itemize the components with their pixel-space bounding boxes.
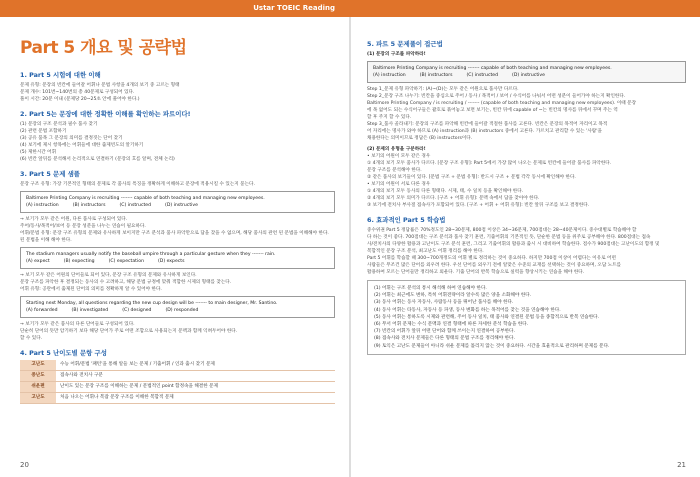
text-line: 사/전치사의 다양한 활용과 고난이도 구조 분석 훈련, 그리고 기출어휘의 활용과 출시 시 대비하여 학습한다. 점수가 900점대는 고난이도의 함정 및 [367,242,660,247]
question-sentence: Baltimore Printing Company is recruiting ------- capable of both teaching and managing new employees. [26,196,265,201]
option: (D) instructive [165,203,198,208]
option: (A) forwarded [26,308,58,313]
text-line: Part 5 어휘를 학습할 때 300~700개정도의 어휘 별로 정리하는 것이 중요하다. 하지만 700점 이상이 어렵다는 이유로 어떤 [367,256,616,261]
step-line: Step 2_문장 구조 나누기: 빈칸을 중심으로 주어 / 동사 / 목적어 / 보어 / 수식어를 나눠서 어떤 성분이 들어가야 하는지 확인한다. [367,94,626,99]
type-line: ① 4개의 보기 모두 동사의 다른 형태다. 시제, 태, 수 일치 등을 확인해야 한다. [367,189,524,194]
type-line: ② 같은 품사의 보기들이 있다. [문법 구조 + 문법 유형]: 반드시 구조 + 문법 각각 동시에 확인해야 한다. [367,175,576,180]
step-line: 어 자리에는 명사가 와야 하므로 (A) instruction과 (B) instructors 중에서 고른다. 가르치고 관리할 수 있는 '사람'을 [367,129,602,134]
question-options [26,307,329,314]
option: (C) expectation [108,259,144,264]
table-key: 고난도 [20,360,56,371]
option: (C) instructed [466,73,499,78]
table-row [20,360,335,371]
list-item: (5) 제한시간 어휘 [20,150,57,155]
note-line: → 보기가 모두 같은 품사의 다른 단어들로 구성되어 있다. [20,322,135,327]
table-value: 난이도 있는 문장 구조를 이해하는 문제 / 문법적인 point 함정속을 해결한 문제 [56,382,335,393]
tip-item: (1) 어휘는 구조 분석의 통시 해석해 하여 연습해야 한다. [374,286,487,291]
table-row [20,382,335,393]
tip-item: (6) 무서 어휘 문제는 수식 문맥과 연결 형태에 따른 자세한 분석 학습을 한다. [374,322,529,328]
option: (D) expects [157,259,185,264]
page-number: 20 [20,461,29,469]
page-number: 21 [677,461,686,469]
list-item: (4) 보기에 제시 항목에는 어휘들에 대한 출제빈도의 알기하기 [20,143,144,148]
question-options [26,202,329,209]
question-sentence: Starting next Monday, all questions regarding the new cup design will be ------- to main designer, Mr. Santino. [26,301,278,306]
type-line: ③ 보기에 전치사 부사절 접속사가 포함되어 있다. [구조 + 어휘 + 어휘 유형]: 빈칸 앞뒤 구조를 보고 결정한다. [367,203,590,208]
text-line: 어휘/문법 유형: 문장 구조 유형의 문제와 유사하게 보이지만 구조 분석과 품사 파악만으로 답을 찾을 수 없으며, 해당 품사의 관련 된 문법을 이해해야 한다. [20,231,329,236]
list-item: (1) 문장의 구조 분석과 필수 품사 찾기 [20,122,98,127]
option: (A) instruction [26,203,59,208]
question-options [373,72,680,79]
type-line: ① 4개의 보기 모두 품사가 다르다. [문장 구조 유형]: Part 5에서 가장 많이 나오는 문제로 빈칸에 들어갈 품사를 파악한다. [367,161,612,166]
table-value: 수능 어휘/문법 '패턴'을 통해 알들 보는 문제 / 기출어휘 / 인과 출시 찾기 문제 [56,360,335,371]
option: (B) instructors [419,73,453,78]
option: (A) instruction [373,73,406,78]
option: (C) designed [122,308,152,313]
subheading: (1) 문장의 구조를 파악하라! [367,52,426,57]
table-key: 중난도 [20,371,56,382]
option: (B) instructors [72,203,106,208]
left-page [0,17,349,477]
question-sentence: The stadium managers usually notify the baseball umpire through a particular gesture when they ------- rain. [26,252,276,257]
option: (C) instructed [119,203,152,208]
text-line: 복합적인 문장 구조 분석, 최고난도 어휘 정리를 해야 한다. [367,249,484,254]
tip-item: (3) 동사 어휘는 동사 자동사, 사람동사 등을 뛰어난 품사를 해야 한다. [374,300,514,306]
question-box [20,296,335,318]
option: (B) investigated [71,308,109,313]
tip-item: (8) 접속사와 전치사 문제들은 다른 형태의 문법 구조를 정리해야 한다. [374,336,515,342]
section-title: 6. 효과적인 Part 5 학습법 [367,216,446,224]
option: (D) responded [165,308,199,313]
step-line: 에 목 없어도 되는 수식어구들은 괄호로 묶어놓고 보면 보기는, 빈칸 뒤에 capable of ~는 빈칸의 명사를 뒤에서 꾸며 주는 역 [367,108,618,113]
step-line: Step 3_품사 골라내기: 문장의 구조를 파악해 빈칸에 들어갈 적절한 품사를 고른다. 빈칸은 문장의 목적어 자리이고 목적 [367,122,608,127]
table-value: 처음 나오는 어휘나 복잡 문장 구조를 이해한 복합적 문제 [56,393,335,404]
question-box [20,191,335,213]
table-key: 쉬운편 [20,382,56,393]
question-sentence: Baltimore Printing Company is recruiting ------- capable of both teaching and managing new employees. [373,66,612,71]
tip-item: (2) 어휘는 최근에도 변하, 특히 어휘전략이라 알수록 많은 양을 소화해야 한다. [374,293,532,299]
header-bar [0,0,700,17]
text-line: 다 하는 것이 좋다. 700점대는 구조 분석과 품사 찾기 훈련, 기출어휘의 기본적인 뜻, 단순한 문법 등을 위주로 공부해야 한다. 800점대는 접속 [367,235,651,240]
note-line: 단순히 단어의 뜻만 암기하기 보다 해당 단어가 주로 어떤 조합으로 사용되는지 문맥과 함께 익혀두어야 한다. [20,329,238,334]
section-title: 5. 파트 5 문제풀이 접근법 [367,40,443,48]
section-title: 2. Part 5는 문장에 대한 정확한 이해를 확인하는 파트이다! [20,110,191,118]
tips-box [367,280,686,355]
type-line: 문장 구조를 분석해야 한다. [367,168,422,173]
step-line: 채용한다는 의미이므로 정답은 (B) instructors이다. [367,136,473,141]
text-line: 된 문법을 이해 해야 한다. [20,238,72,243]
header-label: Ustar TOEIC Reading [253,4,335,12]
difficulty-table [20,360,335,404]
section-title: 3. Part 5 문제 샘플 [20,170,80,178]
tip-item: (5) 동사 어휘는 통하도록 시제와 관련해, 주어 동사 일치, 태 품사와 연결된 문법 등을 종합적으로 반복 연습한다. [374,314,600,320]
text-line: 사람들은 무조건 많은 단어를 외우려 한다. 우선 단어를 외우기 전에 알맞은 수준의 교재를 선택하는 것이 중요하며, 오답 노트를 [367,263,622,268]
text-line: 문제 유형: 문장의 빈칸에 들어갈 어휘나 문법 사항을 4개의 보기 중 고르는 형태 [20,83,180,88]
tip-item: (7) 빈칸의 어휘가 앞뒤 어떤 단어와 함께 쓰이는지 연결하여 공부한다. [374,329,515,335]
type-line: • 보기의 어원이 서로 다른 경우 [367,182,431,187]
type-line: • 보기의 어원이 모두 같은 경우 [367,154,431,159]
note-line: 문장 구조를 파악한 후 결정되는 동사의 수 고려하고, 해당 문법 규정에 맞춰 적합한 시제의 형태를 찾는다. [20,280,232,285]
option: (A) expect [26,259,50,264]
note-line: → 보기 모두 같은 어원의 단어들로 되어 있다, 문장 구조 유형의 문제와 유사하게 보인다. [20,273,197,278]
list-item: (2) 관련 문법 포함하기 [20,129,67,134]
tip-item: (9) 토익은 고난도 문제들이 아니라 쉬운 문제를 틀리지 않는 것이 중요하다. 시간을 효율적으로 관리하며 문제를 푼다. [374,343,610,349]
table-key: 고난도 [20,393,56,404]
tip-item: (4) 동사 어휘는 타동사, 자동사 등 파생, 동사 변화를 하는 목적어를 찾는 것을 연습해야 한다. [374,307,561,313]
list-item: (6) 빈칸 앞뒤를 분석해서 논리적으로 연결하기 (문장의 흐름 알며, 전체 논리) [20,157,175,162]
question-options [26,258,329,265]
table-row [20,371,335,382]
list-item: (3) 공유 품목 그 문장의 의미를 결정짓는 단어 찾기 [20,136,123,141]
note-line: 할 수 있다. [20,336,43,341]
question-box [367,61,686,83]
question-box [20,247,335,269]
right-page [351,17,700,477]
text-line: 문제 개수: 101번~140번의 총 40문제로 구성되어 있다. [20,90,135,95]
note-line: → 보기가 모두 같은 어원, 다른 품사로 구성되어 있다. [20,217,128,222]
text-line: 문장 구조 유형: 가장 기본적인 형태의 문제로 각 품사의 특징을 정확하게 이해하고 문장에 적용시킬 수 있는지 묻는다. [20,182,255,187]
table-value: 접속사와 전치사 구분 [56,371,335,382]
type-line: ② 4개의 보기 모두 의미가 다르다. [구조 + 어휘 유형]: 문맥 속에서 답을 찾아야 한다. [367,196,540,201]
page-title: Part 5 개요 및 공략법 [20,38,187,58]
text-line: 활용하여 모르는 단어들만 정리하고 외운다. 기출 단어의 반복 학습으로 실력을 향상시키는 연습을 해야 한다. [367,270,585,275]
subheading: (2) 문제의 유형을 구분하라! [367,147,426,152]
section-title: 4. Part 5 난이도별 문항 구성 [20,349,107,357]
section-title: 1. Part 5 시험에 대한 이해 [20,71,101,79]
option: (D) instructive [512,73,545,78]
step-line: 할 후 주지 할 수 있다. [367,115,412,120]
text-line: 어휘 유형: 공란에서 출제된 단어의 의미를 정확하게 알 수 있어야 한다. [20,287,162,292]
option: (B) expecting [63,259,95,264]
text-line: 중수위권 Part 5 정답률은 70%정도인 28~30문제, 800점 이상은 34~36문제, 700점대는 28~40문제이다. 중수대별로 학습해야 할 [367,228,637,233]
step-line: Step 1_문제 유형 파악하기: (A)~(D)는 모두 같은 어원으로 품사만 다르다. [367,87,519,92]
table-row [20,393,335,404]
text-line: 풀이 시간: 20분 이내 (문제당 20~25초 안에 풀어야 한다.) [20,97,140,102]
note-line: 주어/동사/목적어/보어 등 문장 성분을 나누는 연습이 필요하다. [20,224,146,229]
step-line: Baltimore Printing Company / is recruiting / ------- (capable of both teaching and managing new employees). 이때 문장 [367,101,637,106]
